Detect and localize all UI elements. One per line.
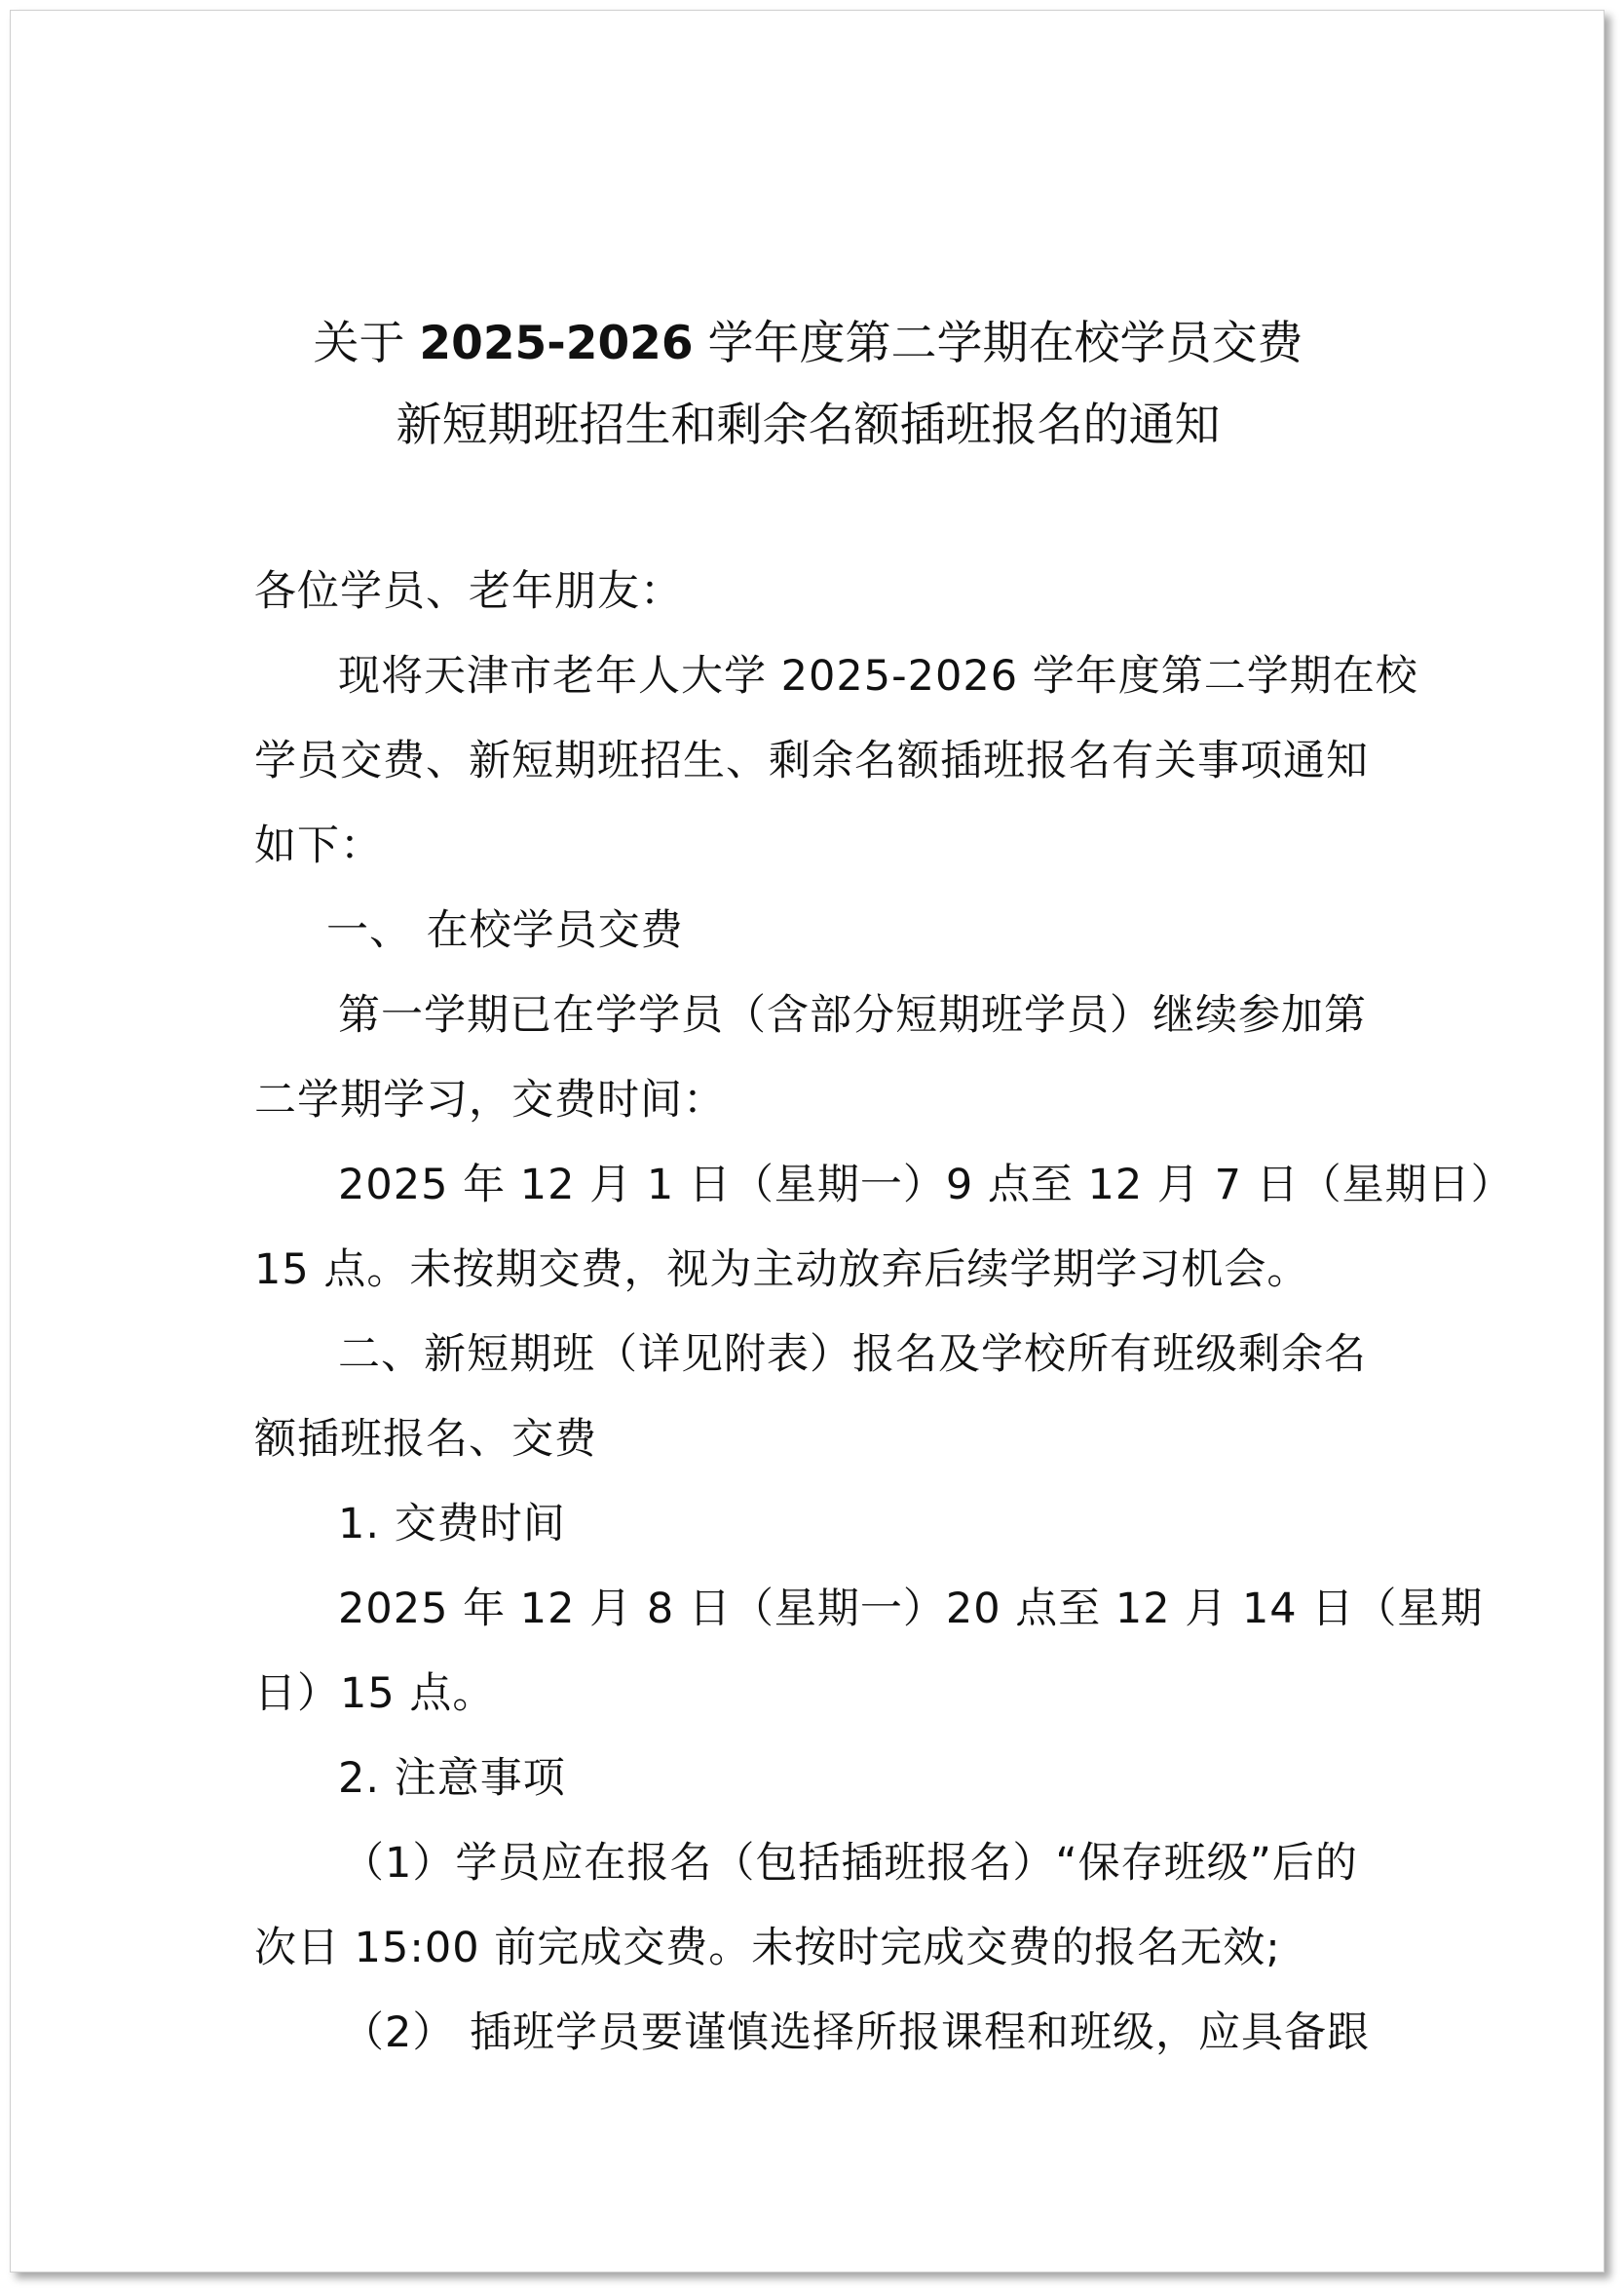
salutation: 各位学员、老年朋友：	[254, 567, 683, 616]
body-line: 2025 年 12 月 1 日（星期一）9 点至 12 月 7 日（星期日）	[338, 1161, 1514, 1209]
title-years: 2025-2026	[419, 317, 694, 370]
body-line: 现将天津市老年人大学 2025-2026 学年度第二学期在校	[338, 652, 1418, 701]
subheading-2: 2. 注意事项	[338, 1754, 566, 1803]
notice-title-line-1	[11, 315, 1605, 373]
section-heading-1: 一、 在校学员交费	[326, 906, 684, 955]
body-line: 第一学期已在学学员（含部分短期班学员）继续参加第	[338, 991, 1367, 1040]
body-line: 15 点。未按期交费，视为主动放弃后续学期学习机会。	[254, 1245, 1310, 1294]
body-line: （1）学员应在报名（包括插班报名）“保存班级”后的	[342, 1839, 1358, 1888]
title-suffix: 学年度第二学期在校学员交费	[693, 317, 1303, 370]
document-page	[10, 10, 1605, 2273]
notice-title-line-2: 新短期班招生和剩余名额插班报名的通知	[396, 399, 1221, 452]
body-line: 2025 年 12 月 8 日（星期一）20 点至 12 月 14 日（星期	[338, 1585, 1484, 1633]
body-line: 次日 15:00 前完成交费。未按时完成交费的报名无效;	[254, 1924, 1281, 1972]
body-line: 如下：	[254, 821, 383, 870]
title-prefix: 关于	[313, 317, 420, 370]
body-line: （2） 插班学员要谨慎选择所报课程和班级，应具备跟	[342, 2008, 1371, 2057]
subheading-1: 1. 交费时间	[338, 1500, 566, 1548]
body-line: 二学期学习，交费时间：	[254, 1076, 726, 1125]
body-line: 额插班报名、交费	[254, 1415, 597, 1464]
body-line: 日）15 点。	[254, 1669, 496, 1718]
section-heading-2: 二、新短期班（详见附表）报名及学校所有班级剩余名	[338, 1330, 1367, 1379]
body-line: 学员交费、新短期班招生、剩余名额插班报名有关事项通知	[254, 737, 1369, 785]
